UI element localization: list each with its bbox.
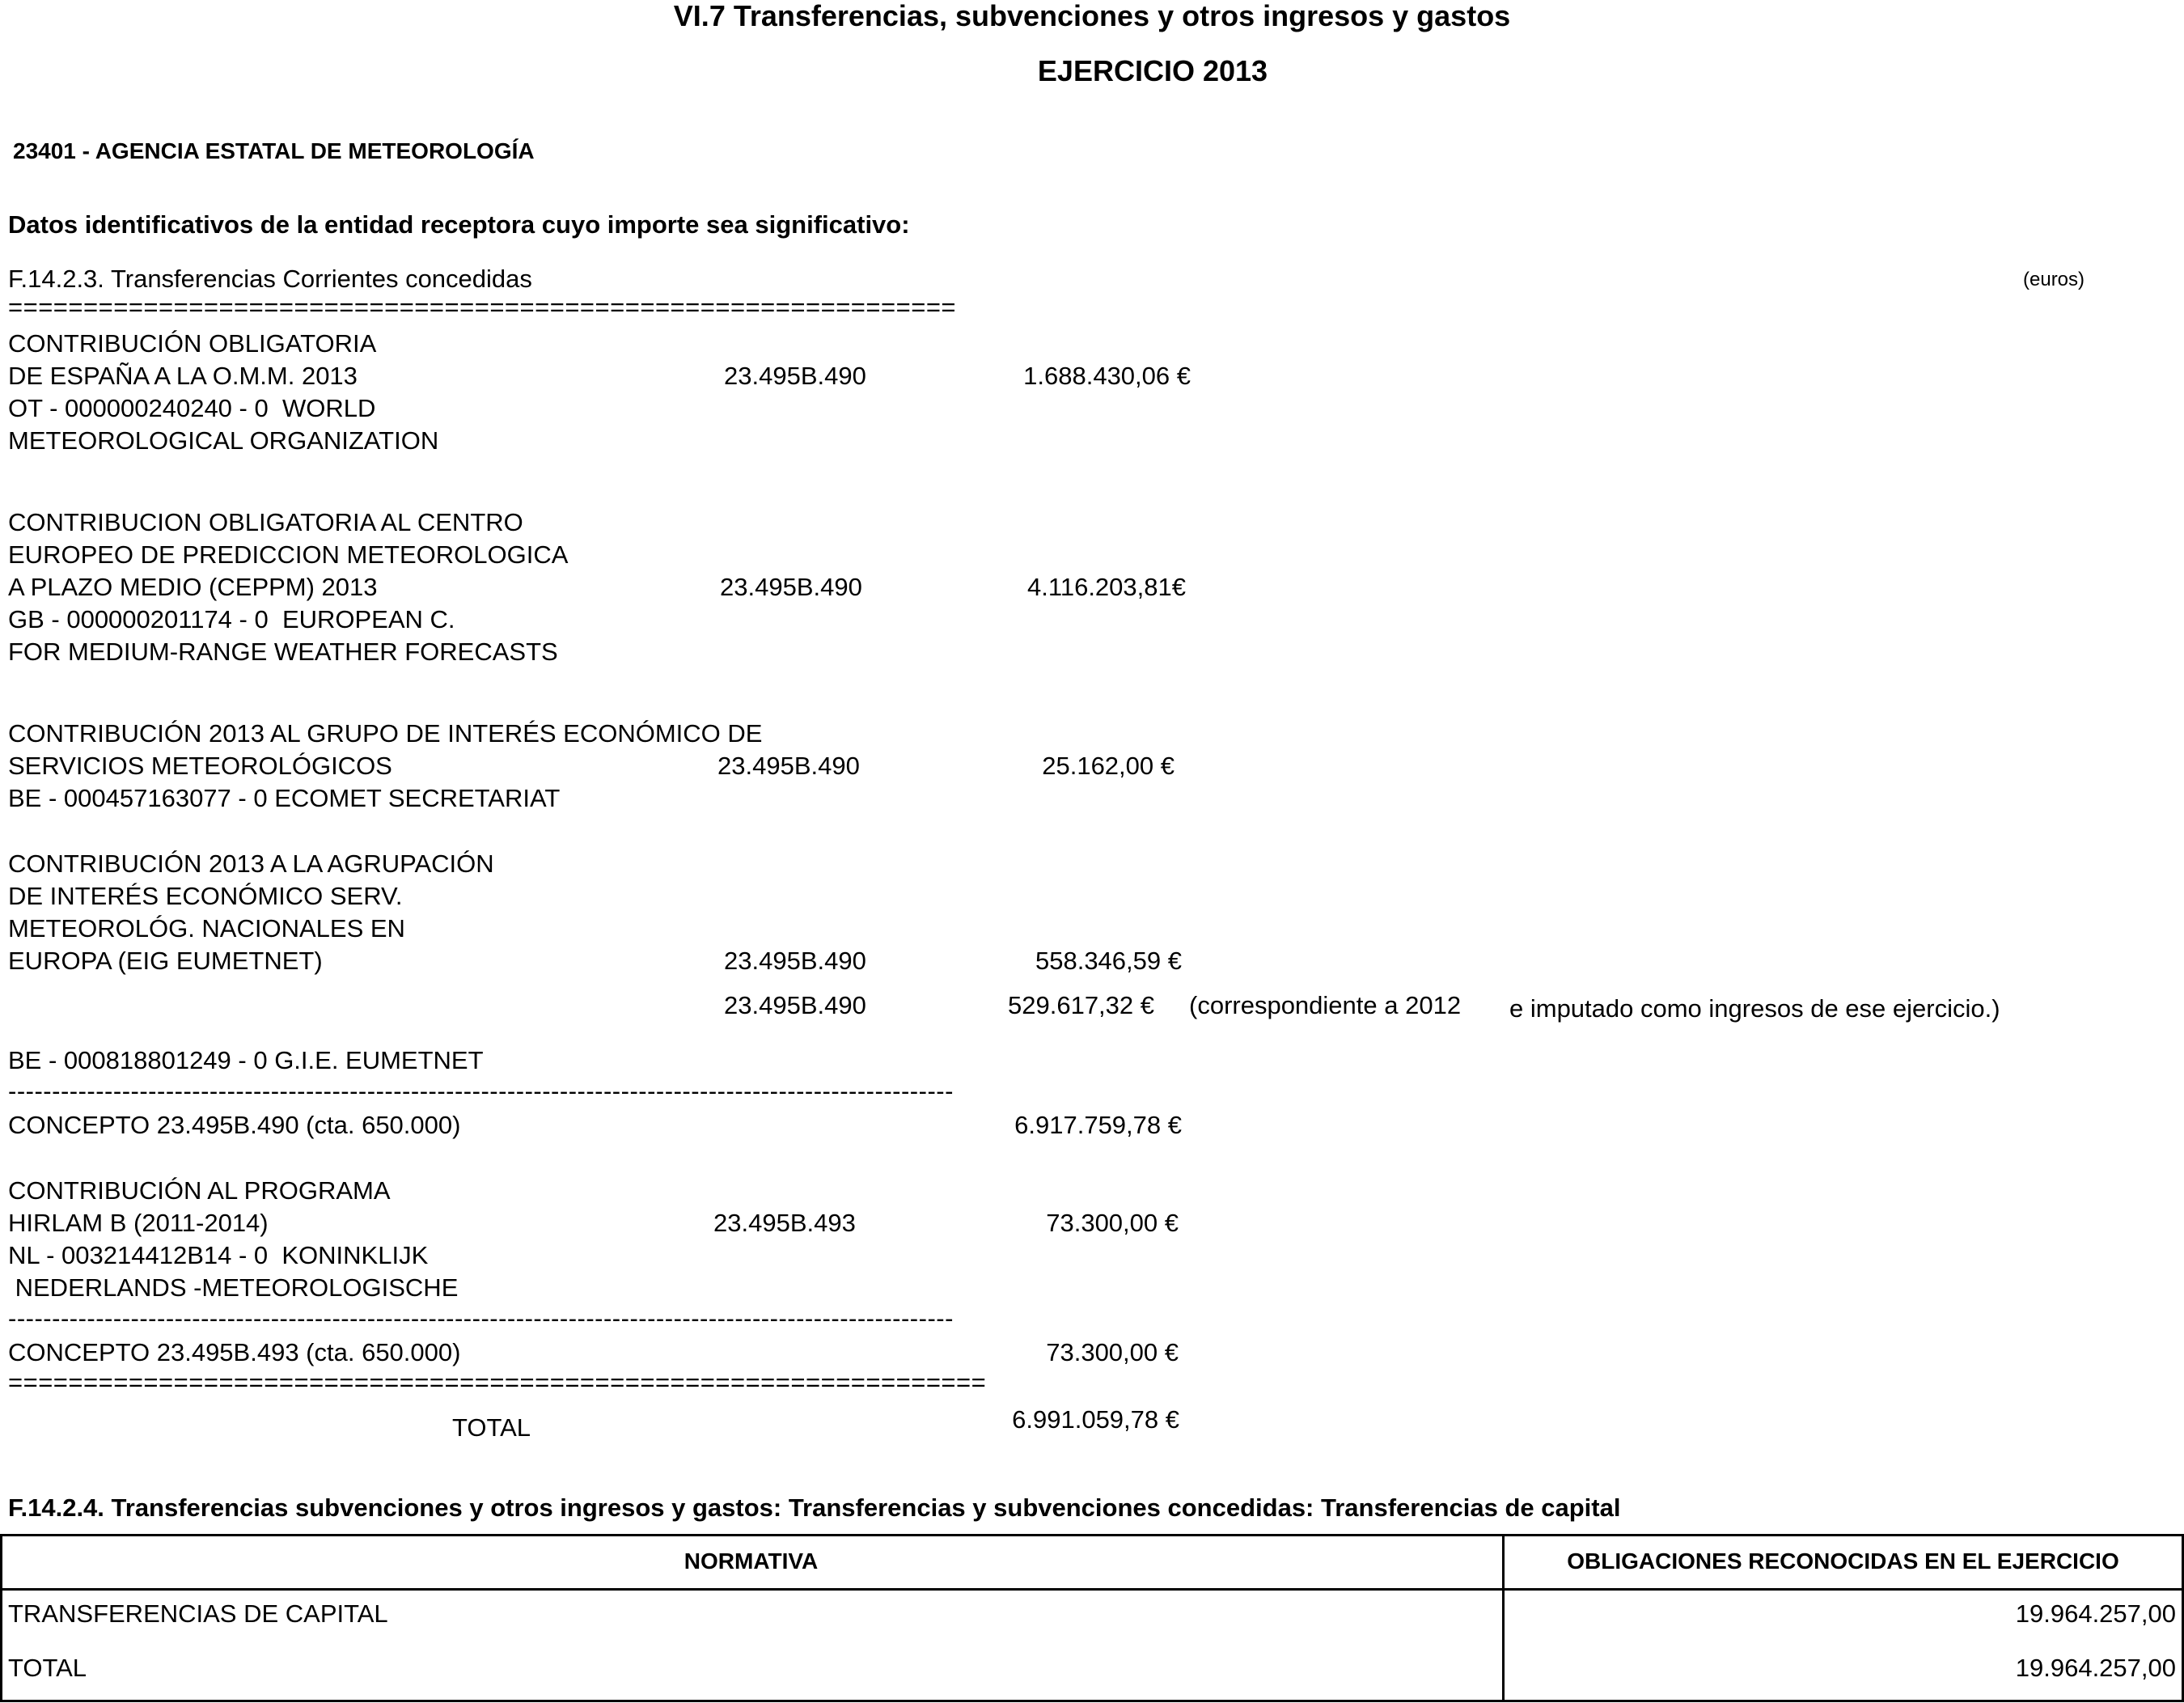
dash-separator: ------------------------------------------------------------------------------------------------------------ (8, 1078, 954, 1104)
entry-line: GB - 000000201174 - 0 EUROPEAN C. (8, 605, 455, 633)
concept-label: CONCEPTO 23.495B.493 (cta. 650.000) (8, 1338, 461, 1366)
budget-code: 23.495B.490 (724, 947, 866, 975)
amount-note: (correspondiente a 2012 (1189, 991, 1462, 1019)
amount: 4.116.203,81€ (1027, 573, 1186, 601)
double-separator: =============================================================== (8, 294, 957, 320)
table-header-divider (0, 1588, 2184, 1591)
total-label: TOTAL (452, 1413, 531, 1442)
entry-line: EUROPA (EIG EUMETNET) (8, 947, 323, 975)
entry-line: OT - 000000240240 - 0 WORLD (8, 394, 376, 422)
table-header-normativa: NORMATIVA (684, 1548, 819, 1574)
section2-title: F.14.2.4. Transferencias subvenciones y otros ingresos y gastos: Transferencias y subvenciones concedidas: Transferencias de capital (8, 1493, 1621, 1522)
budget-code: 23.495B.490 (724, 362, 866, 390)
entry-line: NEDERLANDS -METEOROLOGISCHE (8, 1273, 459, 1302)
entry-line: METEOROLÓG. NACIONALES EN (8, 914, 405, 943)
amount: 558.346,59 € (1035, 947, 1182, 975)
table-header-obligaciones: OBLIGACIONES RECONOCIDAS EN EL EJERCICIO (1567, 1548, 2119, 1574)
table-row-label: TOTAL (8, 1654, 87, 1682)
amount: 1.688.430,06 € (1023, 362, 1191, 390)
section-subtitle: Datos identificativos de la entidad receptora cuyo importe sea significativo: (8, 210, 910, 239)
currency-unit: (euros) (2023, 269, 2085, 290)
budget-code: 23.495B.490 (724, 991, 866, 1019)
double-separator: ================================================================= (8, 1370, 987, 1395)
entry-line: A PLAZO MEDIO (CEPPM) 2013 (8, 573, 378, 601)
concept-amount: 73.300,00 € (1046, 1338, 1179, 1366)
concept-label: CONCEPTO 23.495B.490 (cta. 650.000) (8, 1111, 461, 1139)
total-amount: 6.991.059,78 € (1012, 1405, 1179, 1434)
fiscal-year: EJERCICIO 2013 (1037, 54, 1268, 87)
amount: 25.162,00 € (1042, 752, 1175, 780)
entry-line: FOR MEDIUM-RANGE WEATHER FORECASTS (8, 638, 558, 666)
concept-amount: 6.917.759,78 € (1014, 1111, 1182, 1139)
entry-line: SERVICIOS METEOROLÓGICOS (8, 752, 392, 780)
entry-line: CONTRIBUCIÓN 2013 AL GRUPO DE INTERÉS ECONÓMICO DE (8, 719, 763, 748)
table-row-label: TRANSFERENCIAS DE CAPITAL (8, 1599, 388, 1628)
budget-code: 23.495B.493 (713, 1209, 856, 1237)
entry-line: EUROPEO DE PREDICCION METEOROLOGICA (8, 540, 569, 569)
entry-line: DE ESPAÑA A LA O.M.M. 2013 (8, 362, 358, 390)
entry-line: CONTRIBUCIÓN 2013 A LA AGRUPACIÓN (8, 849, 494, 878)
section1-title: F.14.2.3. Transferencias Corrientes concedidas (8, 265, 532, 293)
table-row-value: 19.964.257,00 (2015, 1654, 2176, 1682)
table-row-value: 19.964.257,00 (2015, 1599, 2176, 1628)
entry-line: CONTRIBUCION OBLIGATORIA AL CENTRO (8, 508, 523, 536)
amount: 73.300,00 € (1046, 1209, 1179, 1237)
entity-name: 23401 - AGENCIA ESTATAL DE METEOROLOGÍA (13, 138, 535, 163)
dash-separator: ------------------------------------------------------------------------------------------------------------ (8, 1306, 954, 1331)
entry-line: CONTRIBUCIÓN OBLIGATORIA (8, 329, 377, 358)
entry-line: DE INTERÉS ECONÓMICO SERV. (8, 882, 403, 910)
amount-note: e imputado como ingresos de ese ejercicio.) (1509, 994, 2000, 1023)
entry-line: BE - 000457163077 - 0 ECOMET SECRETARIAT (8, 784, 561, 812)
amount: 529.617,32 € (1008, 991, 1155, 1019)
budget-code: 23.495B.490 (720, 573, 862, 601)
page-title: VI.7 Transferencias, subvenciones y otros ingresos y gastos (673, 0, 1511, 32)
entry-line: HIRLAM B (2011-2014) (8, 1209, 269, 1237)
entry-line: NL - 003214412B14 - 0 KONINKLIJK (8, 1241, 429, 1269)
entry-line: CONTRIBUCIÓN AL PROGRAMA (8, 1176, 391, 1205)
entry-line: BE - 000818801249 - 0 G.I.E. EUMETNET (8, 1046, 484, 1074)
entry-line: METEOROLOGICAL ORGANIZATION (8, 426, 439, 455)
budget-code: 23.495B.490 (717, 752, 860, 780)
